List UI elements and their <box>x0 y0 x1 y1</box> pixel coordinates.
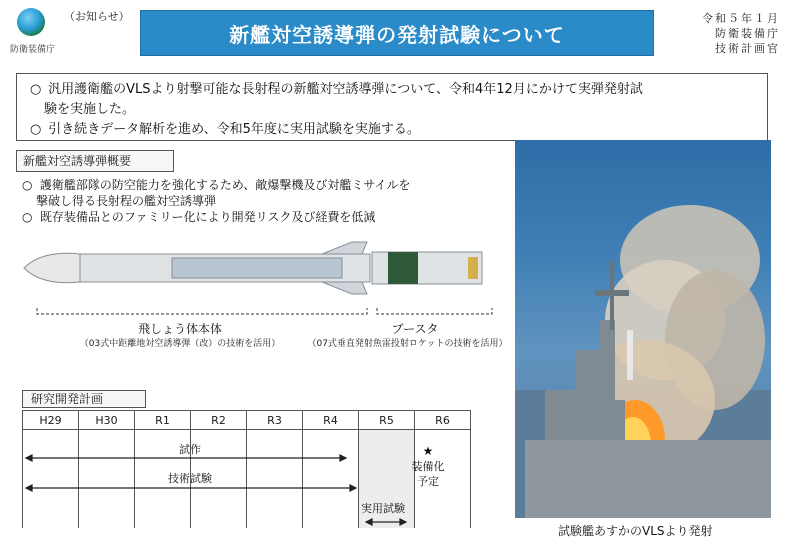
overview-text-2: 既存装備品とのファミリー化により開発リスク及び経費を低減 <box>39 210 376 224</box>
year-cell: R4 <box>303 411 359 430</box>
summary-text-2: 引き続きデータ解析を進め、令和5年度に実用試験を実施する。 <box>48 122 420 137</box>
summary-text-1b: 験を実施した。 <box>44 102 136 117</box>
overview-text-1a: 護衛艦部隊の防空能力を強化するため、敵爆撃機及び対艦ミサイルを <box>39 178 411 192</box>
issuer-department: 技術計画官 <box>715 42 780 55</box>
bullet-circle-icon: ○ <box>30 82 42 97</box>
trial-production-label: 試作 <box>179 443 201 456</box>
booster-bracket <box>377 308 492 314</box>
body-bracket <box>37 308 367 314</box>
year-cell: R3 <box>247 411 303 430</box>
agency-name: 防衛装備庁 <box>10 45 56 55</box>
year-cell: R2 <box>191 411 247 430</box>
schedule-heading: 研究開発計画 <box>22 390 146 408</box>
bullet-circle-icon: ○ <box>30 122 42 137</box>
missile-body-section <box>172 258 342 278</box>
body-label: 飛しょう体本体 <box>137 322 222 336</box>
missile-nose <box>24 253 80 282</box>
photo-caption: 試験艦あすかのVLSより発射 <box>558 524 713 538</box>
schedule-year-row <box>22 410 471 430</box>
title-banner <box>140 10 654 56</box>
launch-photo-illustration <box>515 140 771 518</box>
booster-label: ブースタ <box>391 322 439 336</box>
summary-text-1: 汎用護衛艦のVLSより射撃可能な長射程の新艦対空誘導弾について、令和4年12月にかけて実弾発射試 <box>48 82 643 97</box>
summary-line-1 <box>30 78 643 97</box>
overview-heading: 新艦対空誘導弾概要 <box>16 150 174 172</box>
technical-test-label: 技術試験 <box>168 472 212 485</box>
booster-band <box>388 252 418 284</box>
missile-wing-bottom <box>322 282 367 294</box>
summary-line-2 <box>30 118 420 137</box>
year-cell: H30 <box>79 411 135 430</box>
overview-bullet-1 <box>22 176 411 193</box>
year-cell: R5 <box>359 411 415 430</box>
booster-nozzle <box>468 257 478 279</box>
notice-label: （お知らせ） <box>64 10 130 23</box>
overview-text-1b: 撃破し得る長射程の艦対空誘導弾 <box>36 194 217 208</box>
bullet-circle-icon: ○ <box>22 178 33 192</box>
tech-test-arrow-right-icon <box>350 485 356 491</box>
agency-logo-icon <box>17 8 45 36</box>
star-icon: ★ <box>422 444 434 458</box>
year-cell: R1 <box>135 411 191 430</box>
page-title: 新艦対空誘導弾の発射試験について <box>229 22 565 47</box>
trial-arrow-left-icon <box>26 455 32 461</box>
year-cell: H29 <box>23 411 79 430</box>
issuer: 防衛装備庁 <box>715 27 780 40</box>
missile-wing-top <box>322 242 367 254</box>
deployment-label-b: 予定 <box>417 475 439 488</box>
issue-date: 令和５年１月 <box>702 12 780 25</box>
launch-photo <box>515 140 771 518</box>
deployment-label-a: 装備化 <box>411 460 445 473</box>
booster-note: （07式垂直発射魚雷投射ロケットの技術を活用） <box>307 339 508 349</box>
trial-arrow-right-icon <box>340 455 346 461</box>
body-note: （03式中距離地対空誘導弾（改）の技術を活用） <box>79 339 281 349</box>
year-cell: R6 <box>415 411 471 430</box>
practical-test-label: 実用試験 <box>361 502 405 515</box>
overview-bullet-2 <box>22 208 375 225</box>
tech-test-arrow-left-icon <box>26 485 32 491</box>
bullet-circle-icon: ○ <box>22 210 33 224</box>
